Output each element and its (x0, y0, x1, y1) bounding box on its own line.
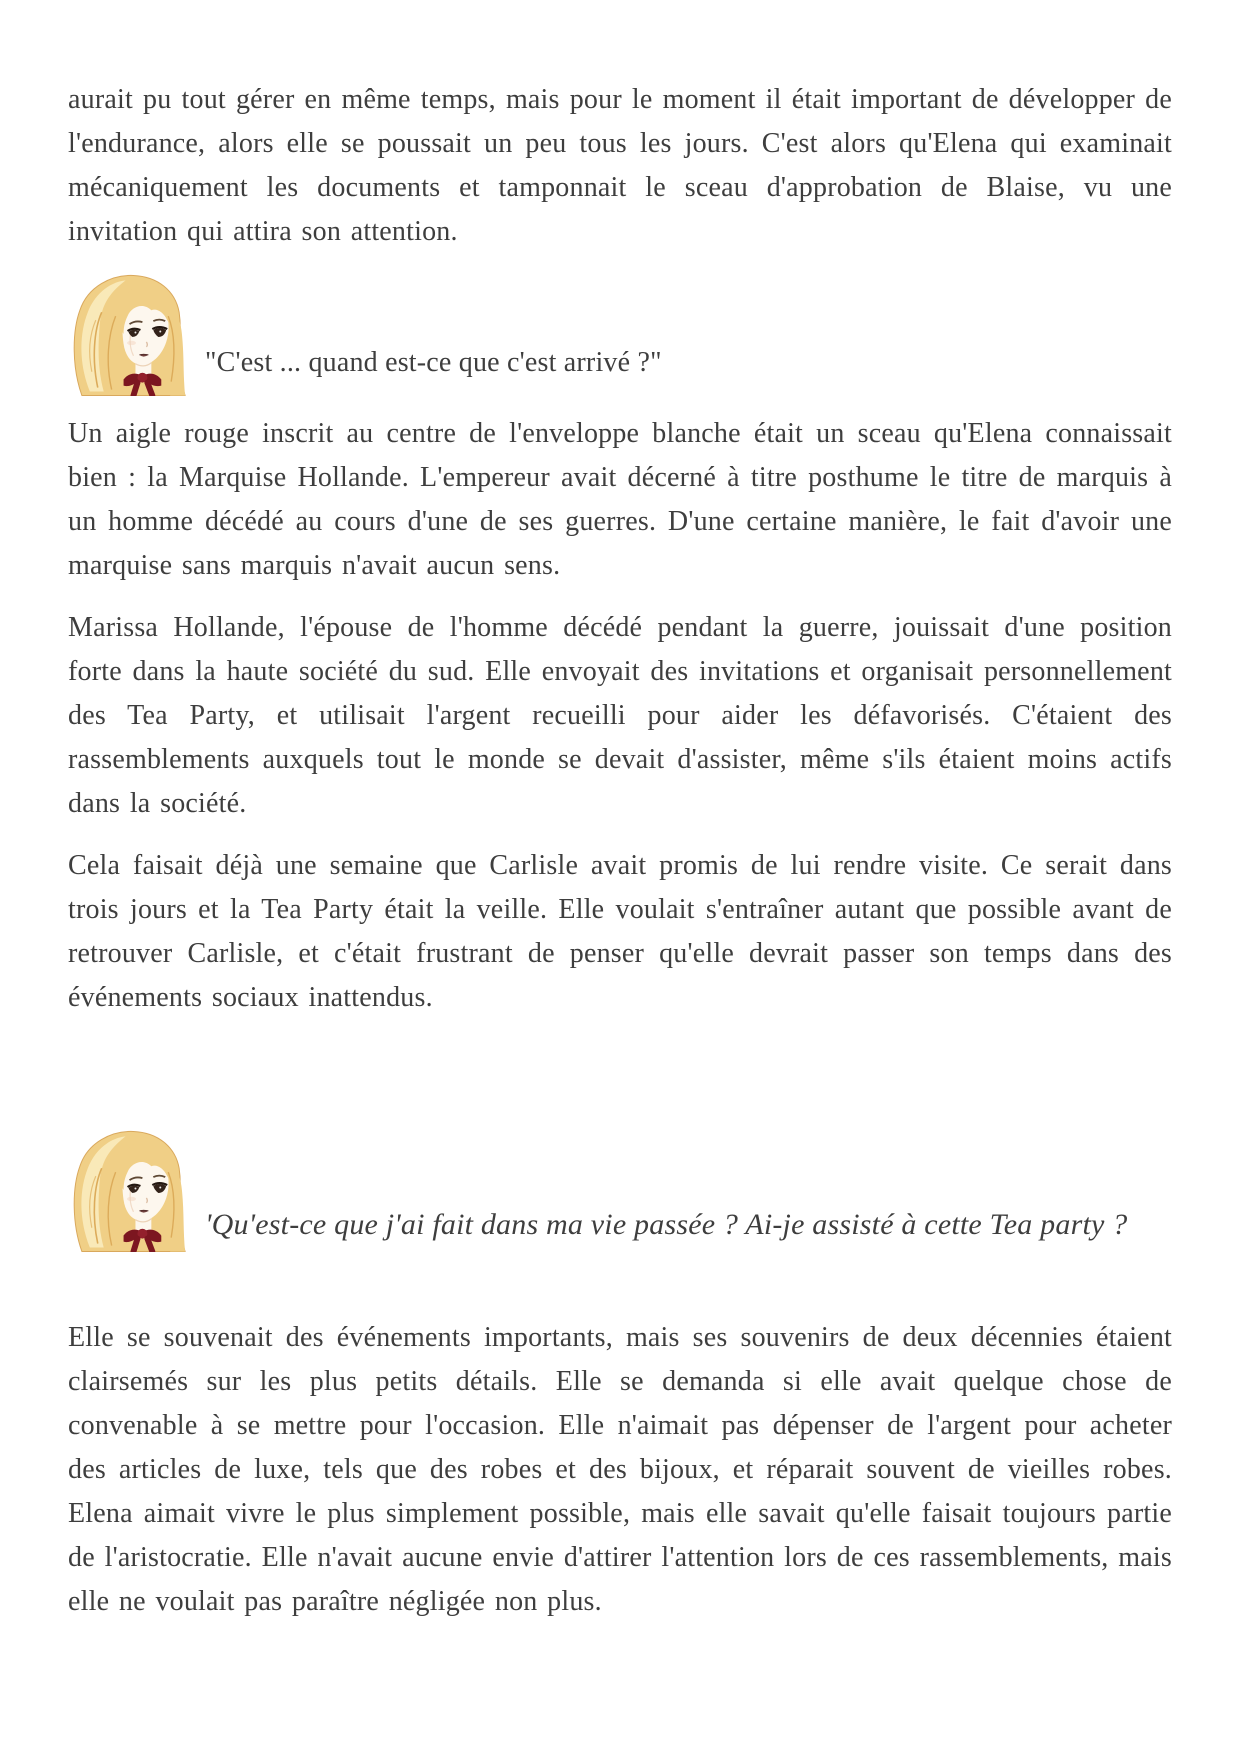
dialogue-quote-2: 'Qu'est-ce que j'ai fait dans ma vie passée ? Ai-je assisté à cette Tea party ? (205, 1208, 1128, 1241)
story-paragraph-5: Elle se souvenait des événements importants, mais ses souvenirs de deux décennies étaient clairsemés sur les plus petits détails. Elle se demanda si elle avait quelque chose de convenable à se mettre pour l'occasion. Elle n'aimait pas dépenser de l'argent pour acheter des articles de luxe, tels que des robes et des bijoux, et réparait souvent de vieilles robes. Elena aimait vivre le plus simplement possible, mais elle savait qu'elle faisait toujours partie de l'aristocratie. Elle n'avait aucune envie d'attirer l'attention lors de ces rassemblements, mais elle ne voulait pas paraître négligée non plus. (68, 1322, 1172, 1617)
story-paragraph-1: aurait pu tout gérer en même temps, mais pour le moment il était important de développer de l'endurance, alors elle se poussait un peu tous les jours. C'est alors qu'Elena qui examinait mécaniquement les documents et tamponnait le sceau d'approbation de Blaise, vu une invitation qui attira son attention. (68, 84, 1172, 247)
dialogue-block-1 (68, 272, 1172, 396)
story-paragraph-4: Cela faisait déjà une semaine que Carlisle avait promis de lui rendre visite. Ce serait dans trois jours et la Tea Party était la veille. Elle voulait s'entraîner autant que possible avant de retrouver Carlisle, et c'était frustrant de penser qu'elle devrait passer son temps dans des événements sociaux inattendus. (68, 850, 1172, 1013)
blonde-girl-portrait (68, 1128, 195, 1252)
story-paragraph-3: Marissa Hollande, l'épouse de l'homme décédé pendant la guerre, jouissait d'une position forte dans la haute société du sud. Elle envoyait des invitations et organisait personnellement des Tea Party, et utilisait l'argent recueilli pour aider les défavorisés. C'étaient des rassemblements auxquels tout le monde se devait d'assister, même s'ils étaient moins actifs dans la société. (68, 612, 1172, 819)
dialogue-block-2 (68, 1128, 1172, 1252)
story-paragraph-2: Un aigle rouge inscrit au centre de l'enveloppe blanche était un sceau qu'Elena connaissait bien : la Marquise Hollande. L'empereur avait décerné à titre posthume le titre de marquis à un homme décédé au cours d'une de ses guerres. D'une certaine manière, le fait d'avoir une marquise sans marquis n'avait aucun sens. (68, 418, 1172, 581)
blonde-girl-portrait (68, 272, 195, 396)
dialogue-quote-1: "C'est ... quand est-ce que c'est arrivé ?" (205, 347, 662, 378)
